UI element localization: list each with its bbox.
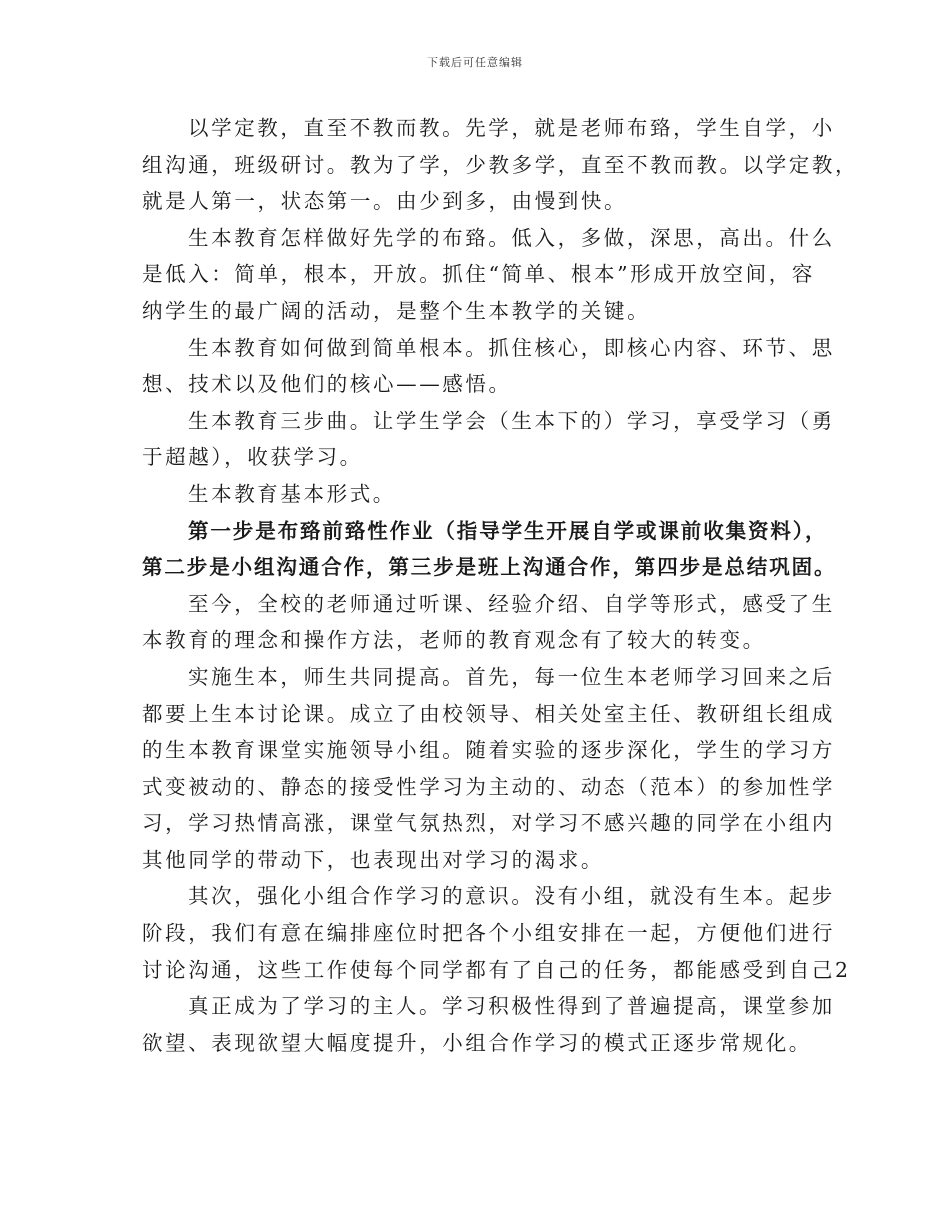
text-line: 实施生本，师生共同提高。首先，每一位生本老师学习回来之后 — [188, 664, 835, 689]
text-line: 生本教育三步曲。让学生学会（生本下的）学习，享受学习（勇 — [188, 408, 835, 433]
text-line: 欲望、表现欲望大幅度提升，小组合作学习的模式正逐步常规化。 — [142, 1030, 812, 1055]
text-line: 习，学习热情高涨，课堂气氛热烈，对学习不感兴趣的同学在小组内 — [142, 811, 835, 836]
text-line: 生本教育基本形式。 — [188, 481, 396, 506]
text-line: 的生本教育课堂实施领导小组。随着实验的逐步深化，学生的学习方 — [142, 738, 835, 763]
text-line: 其他同学的带动下，也表现出对学习的渴求。 — [142, 847, 604, 872]
text-line: 生本教育怎样做好先学的布臵。低入，多做，深思，高出。什么 — [188, 225, 835, 250]
text-line: 真正成为了学习的主人。学习积极性得到了普遍提高，课堂参加 — [188, 994, 835, 1019]
text-line: 组沟通，班级研讨。教为了学，少教多学，直至不教而教。以学定教， — [142, 152, 859, 177]
text-line: 于超越），收获学习。 — [142, 445, 363, 470]
text-line: 阶段，我们有意在编排座位时把各个小组安排在一起，方便他们进行 — [142, 921, 835, 946]
text-line: 生本教育如何做到简单根本。抓住核心，即核心内容、环节、思 — [188, 335, 835, 360]
text-line: 是低入：简单，根本，开放。抓住“简单、根本”形成开放空间，容 — [142, 262, 815, 287]
text-line: 本教育的理念和操作方法，老师的教育观念有了较大的转变。 — [142, 628, 766, 653]
bold-text-line: 第二步是小组沟通合作，第三步是班上沟通合作，第四步是总结巩固。 — [142, 555, 837, 580]
text-line: 纳学生的最广阔的活动，是整个生本教学的关键。 — [142, 298, 651, 323]
text-line: 式变被动的、静态的接受性学习为主动的、动态（范本）的参加性学 — [142, 774, 835, 799]
text-line: 讨论沟通，这些工作使每个同学都有了自己的任务，都能感受到自己2 — [142, 957, 851, 982]
document-body — [142, 110, 859, 1061]
page-header: 下载后可任意编辑 — [427, 56, 523, 69]
text-line: 就是人第一，状态第一。由少到多，由慢到快。 — [142, 189, 628, 214]
text-line: 至今，全校的老师通过听课、经验介绍、自学等形式，感受了生 — [188, 591, 835, 616]
bold-text-line: 第一步是布臵前臵性作业（指导学生开展自学或课前收集资料）， — [188, 518, 828, 543]
text-line: 都要上生本讨论课。成立了由校领导、相关处室主任、教研组长组成 — [142, 701, 835, 726]
text-line: 以学定教，直至不教而教。先学，就是老师布臵，学生自学，小 — [188, 116, 835, 140]
text-line: 其次，强化小组合作学习的意识。没有小组，就没有生本。起步 — [188, 884, 835, 909]
text-line: 想、技术以及他们的核心——感悟。 — [142, 372, 512, 397]
